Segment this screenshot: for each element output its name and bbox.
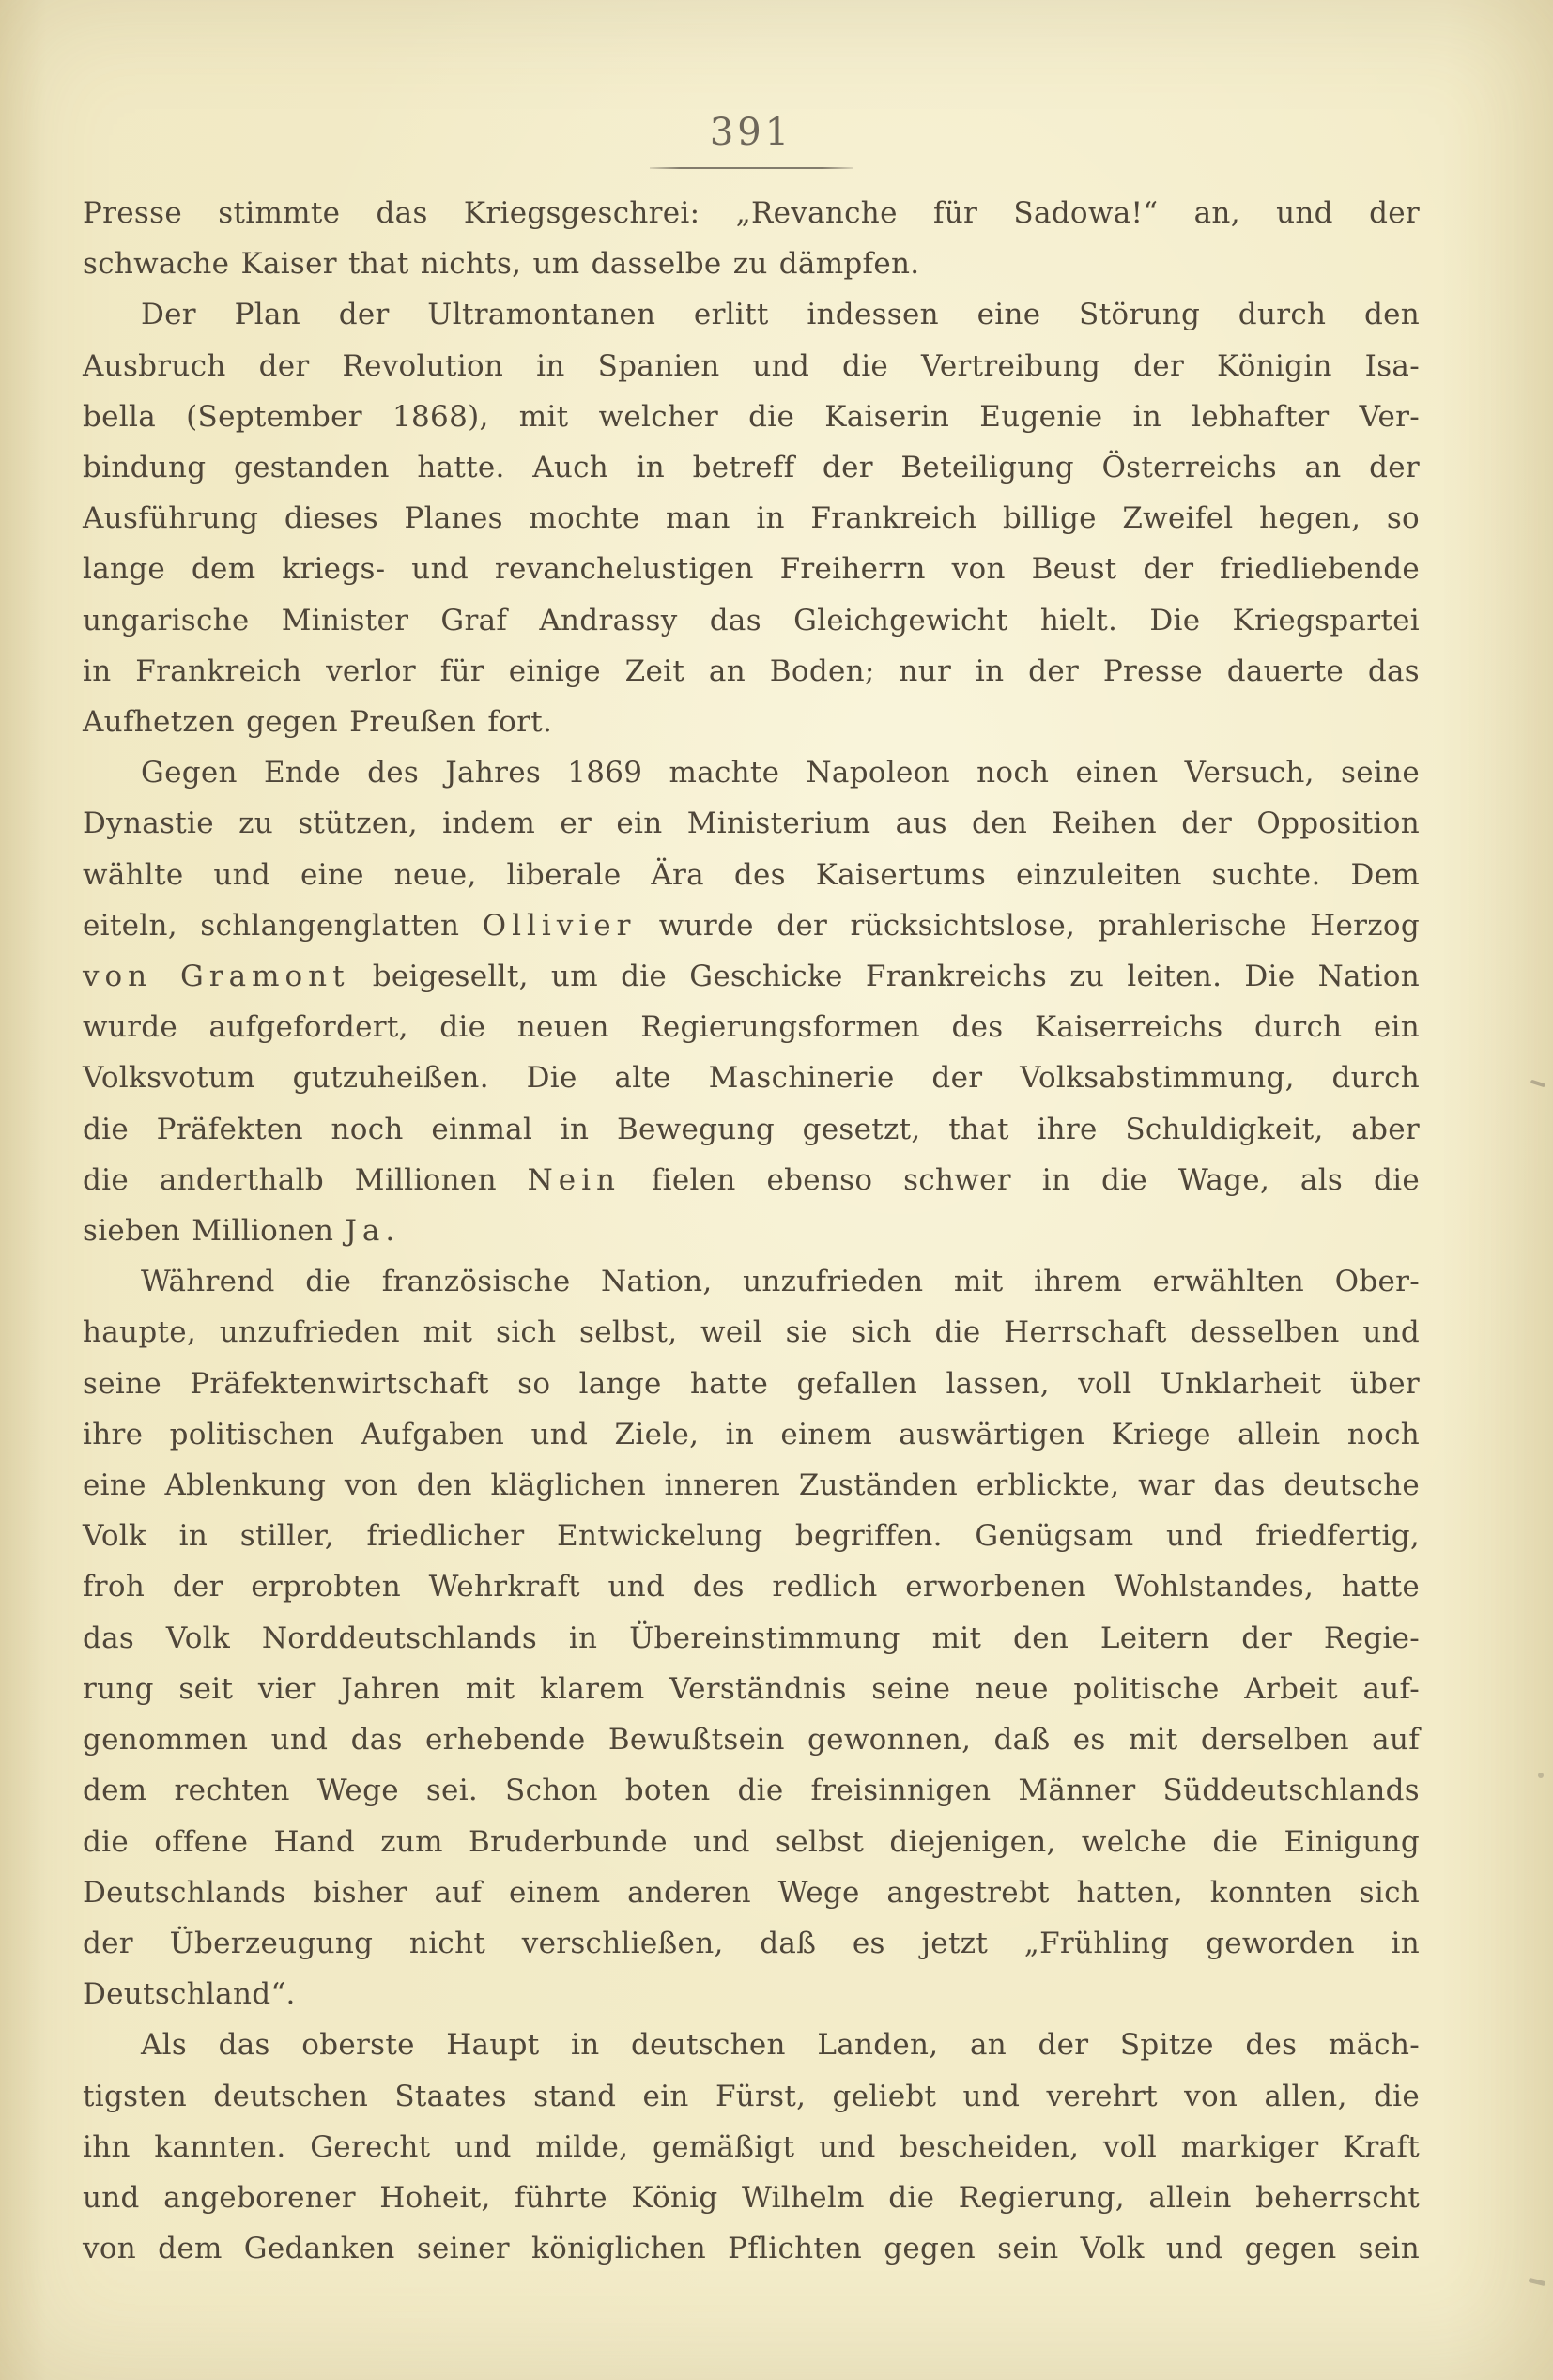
text-line: Ausbruch der Revolution in Spanien und die Vertreibung der Königin Isa- [83,348,1420,383]
text-line: Ausführung dieses Planes mochte man in Frankreich billige Zweifel hegen, so [83,501,1420,536]
text-line: sieben Millionen Ja. [83,1214,395,1249]
text-line: von dem Gedanken seiner königlichen Pflichten gegen sein Volk und gegen sein [83,2232,1420,2266]
emphasized-name: Ollivier [482,908,637,943]
scan-artifact [1538,1773,1544,1778]
page-number-rule [650,167,853,169]
scan-artifact [1530,1080,1545,1088]
text-line: seine Präfektenwirtschaft so lange hatte gefallen lassen, voll Unklarheit über [83,1366,1420,1401]
paragraph [83,188,1420,289]
text-line: lange dem kriegs- und revanchelustigen Freiherrn von Beust der friedliebende [83,552,1420,587]
text-line: Deutschlands bisher auf einem anderen Wege angestrebt hatten, konnten sich [83,1875,1420,1910]
text-line: und angeborener Hoheit, führte König Wilhelm die Regierung, allein beherrscht [83,2180,1420,2215]
text-line: Als das oberste Haupt in deutschen Landen, an der Spitze des mäch- [141,2028,1420,2063]
text-line: die offene Hand zum Bruderbunde und selbst diejenigen, welche die Einigung [83,1824,1420,1859]
page-number: 391 [709,111,793,154]
text-line: das Volk Norddeutschlands in Übereinstimmung mit den Leitern der Regie- [83,1620,1420,1655]
emphasized-name: Ja [345,1214,386,1249]
text-line: Gegen Ende des Jahres 1869 machte Napoleon noch einen Versuch, seine [141,756,1420,791]
text-line: von Gramont beigesellt, um die Geschicke Frankreichs zu leiten. Die Nation [83,960,1421,994]
text-line: Der Plan der Ultramontanen erlitt indessen eine Störung durch den [141,298,1420,332]
text-line: froh der erprobten Wehrkraft und des redlich erworbenen Wohlstandes, hatte [83,1570,1420,1605]
scan-artifact [1529,2278,1546,2286]
text-line: der Überzeugung nicht verschließen, daß es jetzt „Frühling geworden in [83,1926,1420,1960]
text-line: Aufhetzen gegen Preußen fort. [83,705,553,740]
text-line: Dynastie zu stützen, indem er ein Ministerium aus den Reihen der Opposition [83,806,1420,841]
paragraph [83,2019,1420,2274]
paragraph [83,1256,1420,2019]
text-line: eine Ablenkung von den kläglichen inneren Zuständen erblickte, war das deutsche [83,1468,1420,1503]
text-line: rung seit vier Jahren mit klarem Verständnis seine neue politische Arbeit auf- [83,1671,1420,1706]
text-line: schwache Kaiser that nichts, um dasselbe zu dämpfen. [83,247,920,282]
text-line: tigsten deutschen Staates stand ein Fürst, geliebt und verehrt von allen, die [83,2079,1420,2113]
emphasized-name: von Gramont [83,960,350,994]
emphasized-name: Nein [527,1162,622,1197]
text-line: in Frankreich verlor für einige Zeit an Boden; nur in der Presse dauerte das [83,653,1420,688]
text-line: wurde aufgefordert, die neuen Regierungsformen des Kaiserreichs durch ein [83,1010,1420,1045]
text-line: haupte, unzufrieden mit sich selbst, weil sie sich die Herrschaft desselben und [83,1315,1420,1350]
body-text [83,188,1420,2274]
text-line: die Präfekten noch einmal in Bewegung gesetzt, that ihre Schuldigkeit, aber [83,1112,1420,1146]
text-line: wählte und eine neue, liberale Ära des Kaisertums einzuleiten suchte. Dem [83,857,1420,892]
text-line: Presse stimmte das Kriegsgeschrei: „Revanche für Sadowa!“ an, und der [83,196,1420,230]
text-line: Deutschland“. [83,1977,296,2012]
page-header [83,111,1420,169]
paragraph [83,289,1420,747]
text-line: bella (September 1868), mit welcher die Kaiserin Eugenie in lebhafter Ver- [83,399,1420,434]
text-line: ihn kannten. Gerecht und milde, gemäßigt und bescheiden, voll markiger Kraft [83,2129,1420,2164]
text-line: Volk in stiller, friedlicher Entwickelung begriffen. Genügsam und friedfertig, [83,1519,1420,1554]
text-line: eiteln, schlangenglatten Ollivier wurde der rücksichtslose, prahlerische Herzog [83,908,1420,943]
text-line: genommen und das erhebende Bewußtsein gewonnen, daß es mit derselben auf [83,1723,1420,1758]
text-line: bindung gestanden hatte. Auch in betreff der Beteiligung Österreichs an der [83,451,1420,485]
text-line: die anderthalb Millionen Nein fielen ebenso schwer in die Wage, als die [83,1162,1420,1197]
text-line: ihre politischen Aufgaben und Ziele, in einem auswärtigen Kriege allein noch [83,1417,1420,1451]
text-line: Während die französische Nation, unzufrieden mit ihrem erwählten Ober- [141,1265,1420,1299]
paragraph [83,747,1420,1256]
text-line: ungarische Minister Graf Andrassy das Gleichgewicht hielt. Die Kriegspartei [83,603,1420,637]
text-line: dem rechten Wege sei. Schon boten die freisinnigen Männer Süddeutschlands [83,1773,1420,1808]
text-line: Volksvotum gutzuheißen. Die alte Maschinerie der Volksabstimmung, durch [83,1061,1420,1096]
